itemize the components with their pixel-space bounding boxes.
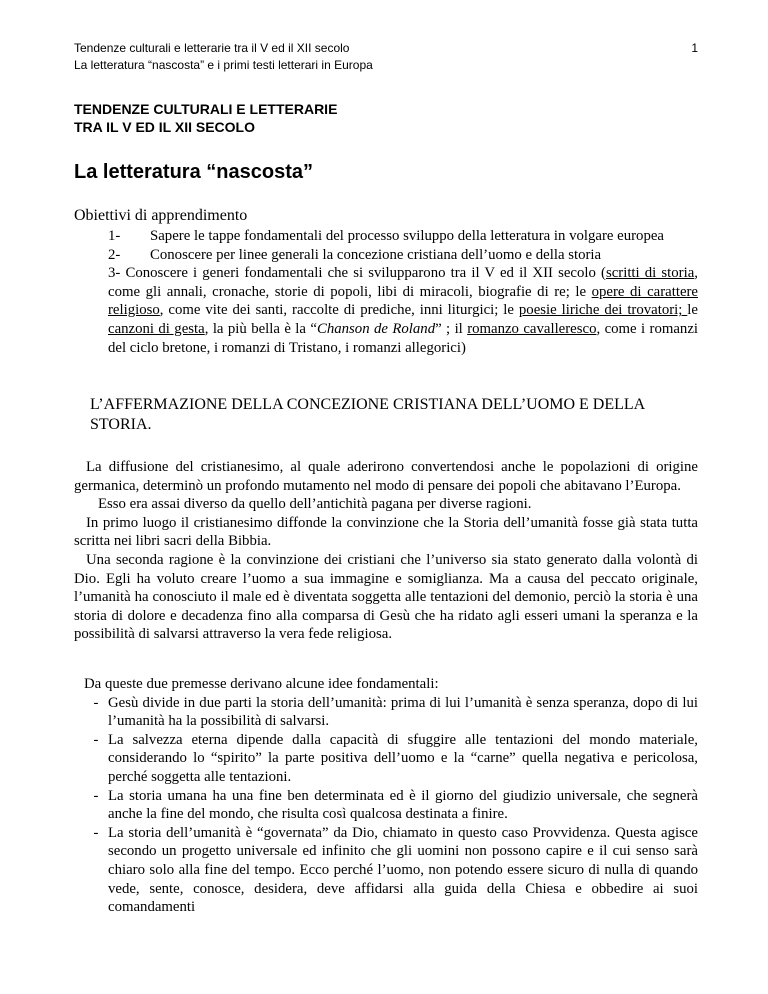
- objective-item: [108, 246, 698, 265]
- objectives-title: Obiettivi di apprendimento: [74, 207, 248, 224]
- list-item: [84, 694, 698, 731]
- section-heading: L’AFFERMAZIONE DELLA CONCEZIONE CRISTIANA DELL’UOMO E DELLA STORIA.: [90, 396, 645, 433]
- genre-chivalric-romance: romanzo cavalleresco: [467, 320, 597, 337]
- ideas-intro: Da queste due premesse derivano alcune idee fondamentali:: [84, 676, 439, 692]
- objectives-list: [108, 227, 698, 357]
- list-item-text: La storia dell’umanità è “governata” da Dio, chiamato in questo caso Provvidenza. Questa agisce secondo un progetto universale ed infinito che gli uomini non possono capire e il cui senso sarà chiaro solo alla fine del tempo. Ecco perché l’uomo, non potendo essere sicuro di nulla di quando vede, sente, conosce, desidera, deve affidarsi alla guida della Chiesa e obbedire ai suoi comandamenti: [108, 824, 698, 916]
- bullet-dash: -: [93, 694, 99, 711]
- genre-religious: opere di carattere religioso: [108, 283, 699, 319]
- main-title-line-2: TRA IL V ED IL XII SECOLO: [74, 119, 255, 135]
- title-chanson-de-roland: Chanson de Roland: [316, 320, 436, 337]
- main-title: [74, 100, 337, 136]
- list-item: [84, 824, 698, 917]
- objective-item: [108, 227, 698, 246]
- main-title-line-1: TENDENZE CULTURALI E LETTERARIE: [74, 101, 338, 117]
- text-run: , come gli annali, cronache, storie di popoli, libi di miracoli, biografie di re; le: [108, 265, 698, 300]
- text-run: , come i romanzi del ciclo bretone, i romanzi di Tristano, i romanzi allegorici): [108, 320, 698, 356]
- text-run: le: [687, 302, 698, 319]
- bullet-dash: -: [93, 824, 99, 841]
- bullet-dash: -: [93, 731, 99, 748]
- paragraph: Esso era assai diverso da quello dell’antichità pagana per diverse ragioni.: [98, 496, 532, 513]
- paragraph: Una seconda ragione è la convinzione dei cristiani che l’universo sia stato generato dalla volontà di Dio. Egli ha voluto creare l’uomo a sua immagine e somiglianza. Ma a causa del peccato originale, l’umanità ha conosciuto il male ed è diventata soggetta alle tentazioni del demonio, perciò la storia è una storia di dolore e decadenza fino alla comparsa di Gesù che ha ridato agli esseri umani la speranza e la possibilità di salvarsi attraverso la vera fede religiosa.: [74, 551, 698, 643]
- list-item: [84, 731, 698, 787]
- header-line-2: La letteratura “nascosta” e i primi testi letterari in Europa: [74, 58, 373, 72]
- paragraph: La diffusione del cristianesimo, al quale aderirono convertendosi anche le popolazioni di origine germanica, determinò un profondo mutamento nel modo di pensare dei popoli che abitavano l’Europa.: [74, 459, 698, 494]
- list-item: [84, 787, 698, 824]
- objective-text: Conoscere per linee generali la concezione cristiana dell’uomo e della storia: [150, 246, 602, 263]
- text-run: , la più bella è la “: [204, 320, 317, 337]
- text-run: 3- Conoscere i generi fondamentali che si svilupparono tra il V ed il XII secolo (: [108, 265, 606, 282]
- objective-text: Sapere le tappe fondamentali del processo sviluppo della letteratura in volgare europea: [150, 228, 664, 244]
- text-run: ” ; il: [435, 320, 468, 337]
- body-paragraphs: [74, 458, 698, 644]
- list-item-text: Gesù divide in due parti la storia dell’umanità: prima di lui l’umanità è senza speranza, dopo di lui l’umanità ha la possibilità di salvarsi.: [108, 694, 698, 730]
- genre-troubadour-lyrics: poesie liriche dei trovatori;: [518, 302, 688, 319]
- objective-item-3: [108, 264, 698, 357]
- list-item-text: La salvezza eterna dipende dalla capacità di sfuggire alle tentazioni del mondo materiale, considerando lo “spirito” la parte positiva dell’uomo e la “carne” quella negativa e pericolosa, perché soggetta alle tentazioni.: [108, 731, 698, 785]
- bullet-dash: -: [93, 787, 99, 804]
- paragraph: In primo luogo il cristianesimo diffonde la convinzione che la Storia dell’umanità fosse già stata tutta scritta nei libri sacri della Bibbia.: [74, 514, 698, 550]
- ideas-list: [84, 675, 698, 917]
- genre-chansons-de-geste: canzoni di gesta: [108, 320, 205, 337]
- subtitle: La letteratura “nascosta”: [74, 161, 313, 183]
- list-item-text: La storia umana ha una fine ben determinata ed è il giorno del giudizio universale, che segnerà anche la fine del mondo, che risulta così qualcosa destinata a finire.: [108, 787, 698, 823]
- objective-number: 2-: [108, 246, 121, 263]
- running-header: [74, 40, 698, 74]
- header-line-1: Tendenze culturali e letterarie tra il V ed il XII secolo: [74, 41, 350, 55]
- text-run: , come vite dei santi, raccolte di prediche, inni liturgici; le: [159, 302, 519, 319]
- objective-number: 1-: [108, 228, 121, 244]
- page-number: 1: [691, 41, 698, 55]
- genre-history: scritti di storia: [605, 265, 695, 282]
